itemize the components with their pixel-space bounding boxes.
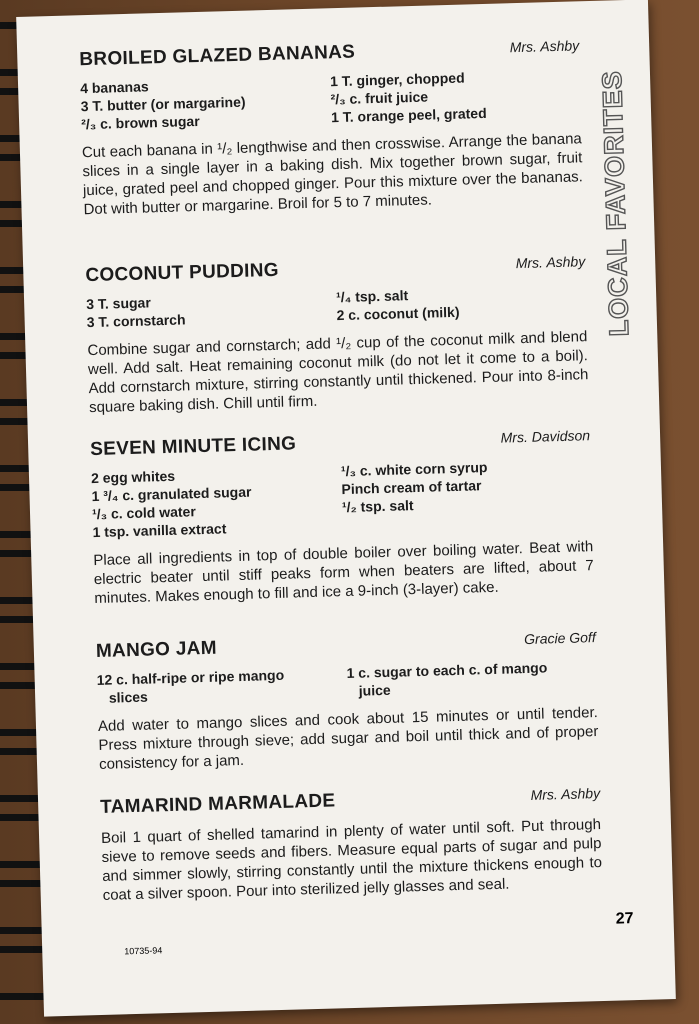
ingredient-item: ¹/₂ tsp. salt [341,497,414,516]
ingredient-item: 1 T. orange peel, grated [330,104,487,126]
ingredient-item: 2 c. coconut (milk) [336,303,460,324]
ingredient-item: ²/₃ c. fruit juice [330,88,429,108]
recipe-broiled-glazed-bananas [79,35,584,219]
recipe-mango-jam [96,627,600,774]
recipe-method: Add water to mango slices and cook about 15 minutes or until tender. Press mixture through sieve; add sugar and boil until thick and of proper consistency for a jam. [97,704,599,773]
ingredient-item: 1 T. ginger, chopped [329,69,465,90]
ingredient-item: 3 T. sugar [85,294,151,313]
ingredient-item: 1 ³/₄ c. granulated sugar [91,483,252,505]
recipe-author: Mrs. Ashby [509,37,580,56]
recipe-title: COCONUT PUDDING [85,259,280,287]
ingredient-item: ¹/₄ tsp. salt [335,287,409,306]
recipe-author: Mrs. Ashby [515,253,586,272]
ingredients-left [96,664,347,707]
recipe-coconut-pudding [85,251,589,417]
ingredient-item: Pinch cream of tartar [341,477,482,498]
ingredients-right [330,65,581,126]
recipe-method: Place all ingredients in top of double boiler over boiling water. Beat with electric beater until stiff peaks form when beaters are lifted, about 7 minutes. Makes enough to fill and ice a 9-inch (3-layer) cake. [93,538,594,608]
ingredient-list [80,65,581,133]
ingredient-item: ¹/₃ c. white corn syrup [340,459,488,480]
cookbook-page [16,0,676,1017]
recipe-title: BROILED GLAZED BANANAS [79,41,356,71]
ingredients-left [91,462,343,541]
ingredients-right [346,657,597,700]
recipe-method: Cut each banana in ¹/₂ lengthwise and then crosswise. Arrange the banana slices in a single layer in a baking dish. Mix together brown sugar, fruit juice, grated peel and chopped ginger. Pour this mixture over the bananas. Dot with butter or margarine. Broil for 5 to 7 minutes. [81,130,584,219]
ingredients-right [336,281,587,324]
ingredients-left [86,288,337,331]
recipe-author: Mrs. Davidson [500,427,591,446]
ingredients-right [341,455,593,534]
ingredient-list [86,281,587,331]
ingredient-item: 1 c. sugar to each c. of mango juice [346,659,548,700]
print-code: 10735-94 [124,945,163,957]
recipe-author: Gracie Goff [523,629,596,648]
recipe-method: Combine sugar and cornstarch; add ¹/₂ cup of the coconut milk and blend well. Add salt. Heat remaining coconut milk (do not let it come to a boil). Add cornstarch mixture, stirring constantly until thickened. Pour into 8-inch square baking dish. Chill until firm. [87,328,589,417]
ingredient-item: 1 tsp. vanilla extract [92,520,227,541]
ingredient-list [91,455,593,541]
page-number: 27 [615,910,634,928]
ingredient-list [96,657,597,707]
recipe-title: MANGO JAM [95,637,218,663]
ingredient-item: 3 T. butter (or margarine) [80,93,246,115]
recipe-title: SEVEN MINUTE ICING [89,433,297,461]
recipe-title: TAMARIND MARMALADE [99,790,336,818]
ingredient-item: 2 egg whites [90,467,176,487]
section-label: LOCAL FAVORITES [596,69,635,337]
recipe-method: Boil 1 quart of shelled tamarind in plenty of water until soft. Put through sieve to remove seeds and fibers. Measure equal parts of sugar and pulp and simmer slowly, stirring constantly until the mixture thickens enough to coat a silver spoon. Pour into sterilized jelly glasses and seal. [100,816,603,904]
recipe-tamarind-marmalade [100,783,603,905]
ingredient-item: 12 c. half-ripe or ripe mango slices [96,666,285,707]
recipe-seven-minute-icing [90,425,595,608]
recipe-author: Mrs. Ashby [530,785,601,803]
ingredient-item: 4 bananas [79,78,149,97]
ingredient-item: ¹/₃ c. cold water [91,503,196,523]
ingredients-left [80,72,331,133]
ingredient-item: ²/₃ c. brown sugar [80,112,200,133]
ingredient-item: 3 T. cornstarch [86,311,186,331]
